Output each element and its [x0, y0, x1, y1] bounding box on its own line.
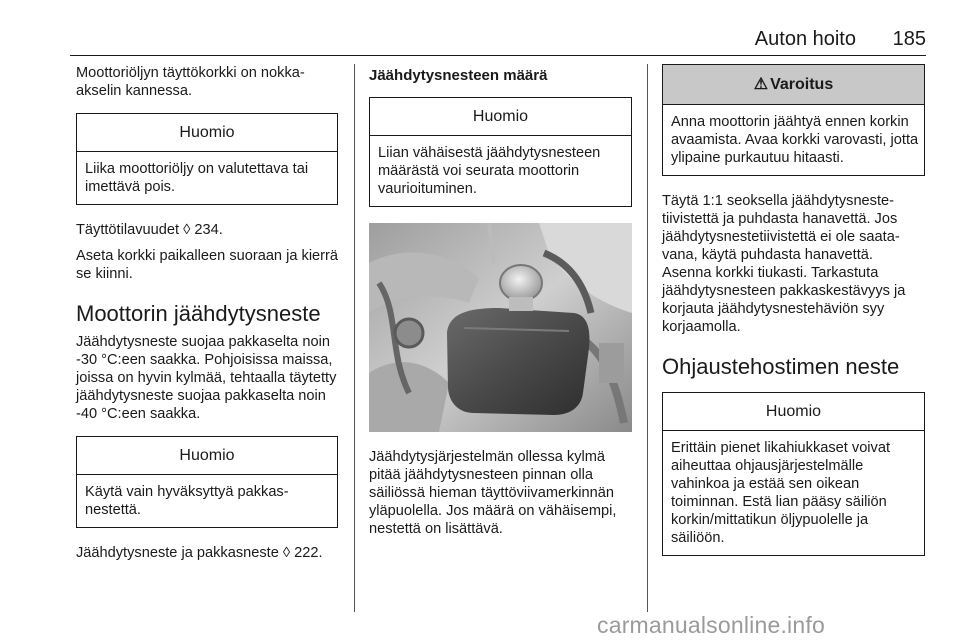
column-right	[662, 64, 925, 572]
column-divider	[354, 64, 355, 612]
header-rule	[70, 55, 926, 56]
note-text: Liian vähäisestä jäähdytysnesteen määrästä voi seurata moottorin vaurioituminen.	[378, 145, 601, 197]
paragraph: Moottoriöljyn täyttökorkki on nokkaakselin kannessa.	[76, 65, 305, 99]
warning-header	[663, 65, 924, 105]
engine-coolant-reservoir-photo	[369, 223, 632, 432]
section-heading: Ohjaustehostimen neste	[662, 354, 900, 379]
chapter-title: Auton hoito	[754, 28, 856, 50]
warning-text: Anna moottorin jäähtyä ennen korkin avaamista. Avaa korkki varovasti, jotta ylipaine purkautuu hitaasti.	[671, 114, 919, 166]
page-number: 185	[892, 28, 926, 50]
column-left	[76, 64, 338, 562]
paragraph: Täytä 1:1 seoksella jäähdytysnestetiivistettä ja puhdasta hanavettä. Jos jäähdytysnestetiivistettä ei ole saatavana, käytä puhdasta hanavettä. Asenna korkki tiukasti. Tarkastuta jäähdytysnesteen pakkaskestävyys ja korjauta jäähdytysnestehäviön syy korjaamolla.	[662, 193, 906, 335]
note-label: Huomio	[370, 98, 631, 136]
warning-label: Varoitus	[770, 76, 834, 93]
warning-triangle-icon: ⚠	[753, 76, 769, 93]
column-middle	[369, 64, 632, 538]
section-heading: Moottorin jäähdytysneste	[76, 301, 321, 326]
paragraph: Jäähdytysjärjestelmän ollessa kylmä pitää jäähdytysnesteen pinnan olla säiliössä hieman täyttöviivamerkinnän yläpuolella. Jos määrä on vähäisempi, nestettä on lisättävä.	[369, 449, 617, 537]
paragraph: Jäähdytysneste suojaa pakkaselta noin -30 °C:een saakka. Pohjoisissa maissa, joissa on hyvin kylmää, tehtaalla täytetty jäähdytysneste suojaa pakkaselta noin -40 °C:een saakka.	[76, 334, 337, 422]
note-box	[369, 97, 632, 207]
cross-reference[interactable]: Jäähdytysneste ja pakkasneste ◊ 222.	[76, 545, 323, 561]
note-box	[662, 392, 925, 556]
paragraph: Aseta korkki paikalleen suoraan ja kierrä se kiinni.	[76, 248, 339, 282]
warning-box	[662, 64, 925, 176]
note-box	[76, 436, 338, 528]
page-header	[70, 22, 926, 56]
watermark: carmanualsonline.info	[597, 612, 825, 638]
note-label: Huomio	[77, 437, 337, 475]
cross-reference[interactable]: Täyttötilavuudet ◊ 234.	[76, 222, 223, 238]
note-label: Huomio	[77, 114, 337, 152]
note-text: Käytä vain hyväksyttyä pakkasnestettä.	[85, 484, 289, 518]
note-text: Erittäin pienet likahiukkaset voivat aiheuttaa ohjausjärjestelmälle vahinkoa ja estää sen oikean toiminnan. Estä lian pääsy säiliön korkin/mittatikun öljypuolelle ja säiliöön.	[671, 440, 891, 546]
note-box	[76, 113, 338, 205]
column-divider	[647, 64, 648, 612]
note-label: Huomio	[663, 393, 924, 431]
note-text: Liika moottoriöljy on valutettava tai imettävä pois.	[85, 161, 309, 195]
subsection-heading: Jäähdytysnesteen määrä	[369, 67, 548, 84]
